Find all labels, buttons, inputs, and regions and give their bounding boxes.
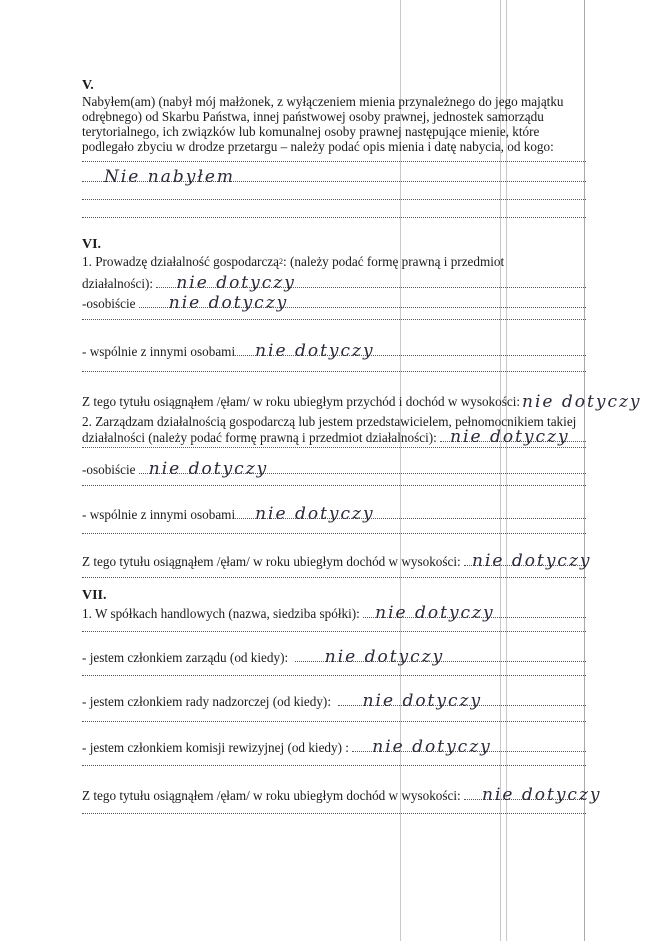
handwritten-answer: nie dotyczy [372, 737, 492, 757]
dotted-line [82, 446, 586, 448]
handwritten-answer: nie dotyczy [472, 551, 592, 571]
dotted-line [82, 160, 586, 162]
answer-line [139, 293, 586, 313]
dotted-line [82, 532, 586, 534]
handwritten-answer: nie dotyczy [255, 504, 375, 524]
answer-line [464, 551, 592, 571]
handwritten-answer: nie dotyczy [255, 341, 375, 361]
section-v-paragraph: Nabyłem(am) (nabył mój małżonek, z wyłączeniem mienia przynależnego do jego majątku odrębnego) od Skarbu Państwa, innej państwowej osoby prawnej, jednostek samorządu terytorialnego, ich związków lub komunalnej osoby prawnej następujące mienie, które podlegało zbyciu w drodze przetargu – należy podać opis mienia i datę nabycia, od kogo: [82, 94, 564, 154]
dotted-line [82, 370, 586, 372]
answer-line [464, 785, 602, 805]
dotted-line [82, 630, 586, 632]
management-question: 2. Zarządzam działalnością gospodarczą lub jestem przedstawicielem, pełnomocnikiem takiej [82, 414, 577, 429]
dotted-line [82, 198, 586, 200]
section-vi-heading: VI. [82, 237, 102, 252]
handwritten-answer: nie dotyczy [324, 647, 445, 667]
dotted-line [82, 576, 586, 578]
dotted-line [82, 720, 586, 722]
dotted-line [82, 484, 586, 486]
answer-line [520, 392, 642, 412]
answer-line [235, 341, 586, 361]
dotted-line [82, 318, 586, 320]
handwritten-answer: nie dotyczy [450, 427, 570, 447]
answer-line [139, 459, 586, 479]
answer-line [156, 273, 586, 293]
dotted-line [82, 812, 586, 814]
answer-line [295, 647, 586, 667]
handwritten-answer: nie dotyczy [168, 293, 289, 313]
answer-line [352, 737, 586, 757]
dotted-line [82, 216, 586, 218]
dotted-line [82, 764, 586, 766]
answer-line [338, 691, 586, 711]
handwritten-answer: Nie nabyłem [104, 167, 236, 187]
business-question: 1. Prowadzę działalność gospodarczą 2 : (należy podać formę prawną i przedmiot [82, 254, 505, 269]
section-vii-heading: VII. [82, 588, 107, 603]
answer-line [440, 427, 586, 447]
handwritten-answer: nie dotyczy [522, 392, 642, 412]
handwritten-answer: nie dotyczy [482, 785, 602, 805]
section-v-heading: V. [82, 78, 94, 93]
handwritten-answer: nie dotyczy [375, 603, 495, 623]
answer-line [235, 504, 586, 524]
handwritten-answer: nie dotyczy [362, 691, 483, 711]
handwritten-answer: nie dotyczy [148, 459, 269, 479]
dotted-line [82, 674, 586, 676]
answer-line [82, 167, 586, 187]
handwritten-answer: nie dotyczy [176, 273, 296, 293]
answer-line [363, 603, 586, 623]
